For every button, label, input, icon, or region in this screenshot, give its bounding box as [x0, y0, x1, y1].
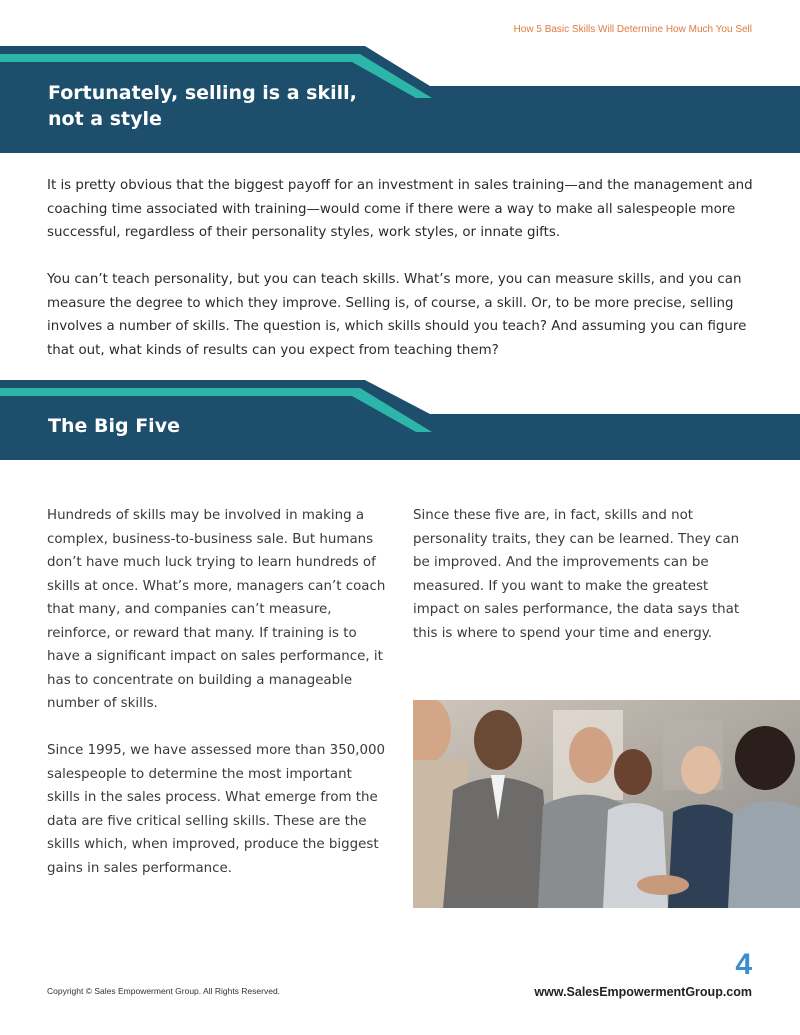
section-title-1-line1: Fortunately, selling is a skill,	[48, 82, 357, 104]
left-column-paragraph-1: Hundreds of skills may be involved in making a complex, business-to-business sale. But humans don’t have much luck trying to learn hundreds of skills at once. What’s more, managers can’t coach that many, and companies can’t measure, reinforce, or reward that many. If training is to have a significant impact on sales performance, it has to concentrate on building a manageable number of skills.	[47, 508, 386, 711]
section-title-1-line2: not a style	[48, 108, 162, 130]
section-title-2: The Big Five	[48, 415, 180, 437]
intro-paragraph-2: You can’t teach personality, but you can teach skills. What’s more, you can measure skills, and you can measure the degree to which they improve. Selling is, of course, a skill. Or, to be more precise, selling involves a number of skills. The question is, which skills should you teach? And assuming you can figure that out, what kinds of results can you expect from teaching them?	[47, 272, 747, 358]
section-banner-1	[0, 46, 800, 153]
section-title-1	[48, 80, 357, 132]
intro-paragraph-1: It is pretty obvious that the biggest payoff for an investment in sales training—and the management and coaching time associated with training—would come if there were a way to make all salespeople more successful, regardless of their personality styles, work styles, or innate gifts.	[47, 178, 753, 240]
team-handshake-photo	[413, 700, 800, 908]
running-header: How 5 Basic Skills Will Determine How Much You Sell	[513, 24, 752, 35]
section-banner-2	[0, 380, 800, 460]
website-link[interactable]: www.SalesEmpowermentGroup.com	[534, 985, 752, 999]
copyright-notice: Copyright © Sales Empowerment Group. All Rights Reserved.	[47, 986, 281, 996]
page-number: 4	[735, 948, 752, 981]
right-column-paragraph: Since these five are, in fact, skills and not personality traits, they can be learned. They can be improved. And the improvements can be measured. If you want to make the greatest impact on sales performance, the data says that this is where to spend your time and energy.	[413, 508, 740, 641]
left-column-paragraph-2: Since 1995, we have assessed more than 350,000 salespeople to determine the most important skills in the sales process. What emerge from the data are five critical selling skills. These are the skills which, when improved, produce the biggest gains in sales performance.	[47, 743, 386, 876]
